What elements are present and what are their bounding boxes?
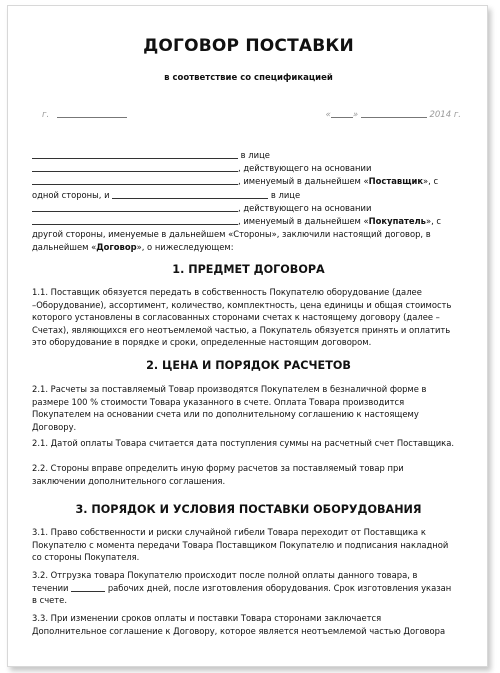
party-text: одной стороны, и [32, 189, 110, 200]
text-line: в счете. [32, 595, 67, 606]
paragraph [32, 286, 465, 349]
document-subtitle: в соответствие со спецификацией [164, 73, 333, 83]
contract-term: Договор [96, 242, 137, 253]
fill-blank [32, 216, 238, 225]
party-line: другой стороны, именуемые в дальнейшем «Стороны», заключили настоящий договор, в [32, 229, 431, 240]
party-text: в лице [270, 189, 301, 200]
text-line: со стороны Покупателя. [32, 552, 140, 563]
text-line: 2.1. Датой оплаты Товара считается дата поступления суммы на расчетный счет Поставщика. [32, 438, 455, 448]
paragraph [32, 437, 465, 450]
text-line: Покупателем на основании счета или по дополнительному соглашению к настоящему [32, 409, 419, 420]
date-field [326, 110, 461, 120]
fill-blank [32, 163, 238, 172]
month-blank [361, 117, 427, 118]
days-blank [71, 591, 105, 592]
parties-block [32, 149, 465, 255]
text-line: Счетах), являющихся его неотъемлемой частью, а Покупатель обязуется принять и оплатить [32, 324, 451, 335]
supplier-term: Поставщик [368, 176, 424, 187]
party-line [32, 241, 465, 254]
party-line [32, 202, 465, 215]
party-text: в лице [240, 150, 270, 160]
paragraph [32, 526, 465, 564]
text-line: 3.3. При изменении сроков оплаты и поставки Товара сторонами заключается [32, 613, 382, 623]
fill-blank [32, 203, 238, 212]
party-text: », о нижеследующем: [136, 242, 234, 253]
fill-blank [32, 150, 238, 159]
text-line: это оборудование в порядке и сроки, определенные настоящим договором. [32, 337, 372, 348]
text-line: размере 100 % стоимости Товара указанного в счете. Оплата Товара производится [32, 396, 405, 407]
text-span: течении [32, 582, 69, 593]
date-close-quote: » [352, 110, 359, 120]
party-text: , именуемый в дальнейшем « [238, 216, 369, 227]
party-text: , именуемый в дальнейшем « [238, 176, 369, 187]
section-heading: 1. ПРЕДМЕТ ДОГОВОРА [172, 263, 325, 276]
text-line: 1.1. Поставщик обязуется передать в собственность Покупателю оборудование (далее [32, 287, 422, 297]
city-label: г. [42, 110, 50, 120]
city-blank [57, 117, 127, 118]
party-text: , действующего на основании [238, 163, 372, 174]
party-text: », с [423, 176, 439, 187]
party-text: , действующего на основании [238, 202, 372, 213]
party-line [32, 189, 465, 202]
text-line: Покупателю с момента передачи Товара Поставщиком Покупателю и подписания накладной [32, 539, 449, 550]
city-field [42, 110, 127, 120]
party-line [32, 149, 465, 162]
date-year: 2014 г. [429, 110, 461, 120]
paragraph [32, 612, 465, 637]
party-text: дальнейшем « [32, 242, 97, 253]
text-line: 3.1. Право собственности и риски случайной гибели Товара переходит от Поставщика к [32, 527, 426, 537]
section-heading: 3. ПОРЯДОК И УСЛОВИЯ ПОСТАВКИ ОБОРУДОВАНИЯ [75, 503, 422, 516]
section-heading: 2. ЦЕНА И ПОРЯДОК РАСЧЕТОВ [146, 359, 351, 372]
date-open-quote: « [325, 110, 331, 120]
text-line [32, 582, 465, 595]
text-span: рабочих дней, после изготовления оборудования. Срок изготовления указан [107, 582, 452, 593]
day-blank [331, 117, 353, 118]
text-line: 2.1. Расчеты за поставляемый Товар производятся Покупателем в безналичной форме в [32, 384, 427, 394]
party-text: », с [425, 216, 442, 227]
party-line [32, 215, 465, 228]
text-line: –Оборудование), ассортимент, количество, комплектность, цена единицы и общая стоимость [32, 299, 452, 310]
document-title: ДОГОВОР ПОСТАВКИ [143, 36, 354, 56]
paragraph [32, 462, 465, 487]
text-line: заключении дополнительного соглашения. [32, 475, 226, 486]
text-line: которого установлены в согласованных сторонами счетах к настоящему договору (далее – [32, 312, 440, 323]
buyer-term: Покупатель [368, 216, 426, 227]
text-line: Договору. [32, 421, 77, 432]
fill-blank [32, 176, 238, 185]
fill-blank [112, 190, 268, 199]
text-line: Дополнительное соглашение к Договору, которое является неотъемлемой частью Договора [32, 625, 446, 636]
text-line: 2.2. Стороны вправе определить иную форму расчетов за поставляемый товар при [32, 463, 404, 473]
party-line [32, 175, 465, 188]
paragraph [32, 569, 465, 607]
paragraph [32, 383, 465, 433]
party-line [32, 162, 465, 175]
text-line: 3.2. Отгрузка товара Покупателю происходит после полной оплаты данного товара, в [32, 570, 418, 580]
document-page [7, 5, 488, 667]
